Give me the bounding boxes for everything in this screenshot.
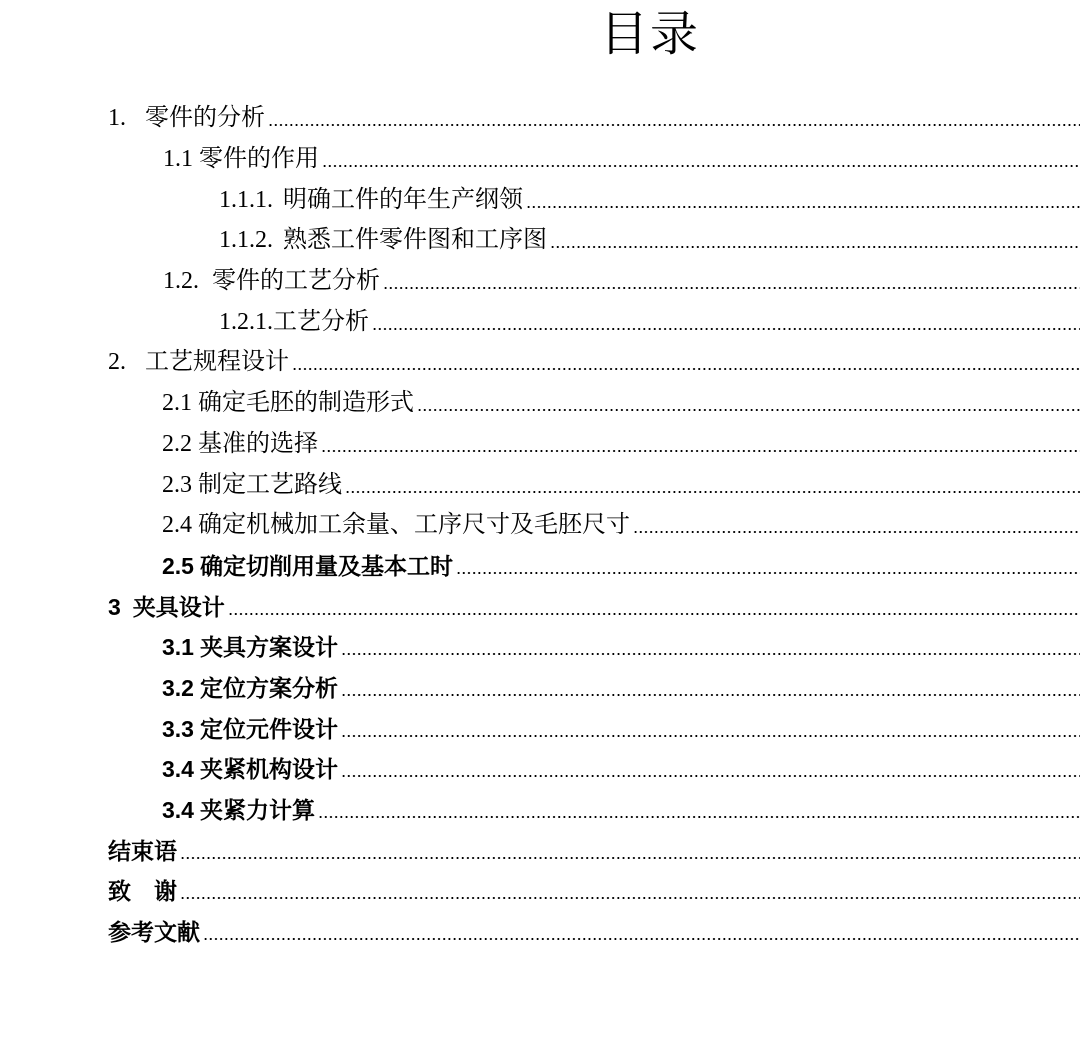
dot-leader [341,735,1080,737]
toc-entry-title: 制定工艺路线 [198,471,342,498]
dot-leader [341,775,1080,777]
toc-entry-title: 夹紧机构设计 [199,756,338,783]
table-of-contents [0,98,1080,952]
toc-entry[interactable] [0,912,1080,953]
toc-entry[interactable] [0,790,1080,831]
toc-entry-title: 工艺规程设计 [145,349,289,376]
toc-entry[interactable] [0,708,1080,749]
toc-entry-label [108,98,265,138]
toc-entry[interactable] [0,749,1080,790]
toc-entry[interactable] [0,627,1080,668]
toc-entry[interactable] [0,505,1080,546]
toc-entry-number: 3.4 [162,756,194,783]
toc-entry-title: 工艺分析 [273,308,369,335]
toc-entry-number: 3.2 [162,674,194,701]
toc-entry-label [219,220,547,260]
toc-entry-label [162,546,453,586]
toc-entry-label [163,139,319,179]
toc-entry-number: 3 [108,593,121,620]
toc-entry-number: 2.4 [162,512,192,539]
toc-entry-title: 零件的工艺分析 [212,268,380,295]
dot-leader [550,246,1080,248]
toc-entry-number: 2. [108,349,126,376]
toc-entry-number: 1.2. [163,268,199,295]
toc-entry-number: 2.1 [162,390,192,417]
toc-entry-label [162,465,342,505]
dot-leader [526,206,1080,208]
toc-entry-title: 零件的作用 [199,146,319,173]
toc-entry-number: 3.4 [162,797,194,824]
toc-entry[interactable] [0,424,1080,465]
toc-entry[interactable] [0,586,1080,627]
toc-entry-label [162,709,338,749]
toc-entry[interactable] [0,668,1080,709]
page-title: 目录 [599,6,700,62]
toc-entry-number: 2.3 [162,471,192,498]
toc-entry-label [162,627,338,667]
toc-entry-title: 结束语 [108,837,177,864]
dot-leader [292,368,1080,370]
toc-entry[interactable] [0,98,1080,139]
toc-entry[interactable] [0,383,1080,424]
toc-entry-number: 1.1.2. [219,227,273,254]
toc-entry-number: 3.1 [162,634,194,661]
dot-leader [383,287,1080,289]
toc-entry-title: 明确工件的年生产纲领 [283,186,523,213]
dot-leader [318,816,1080,818]
dot-leader [372,328,1080,330]
toc-entry[interactable] [0,871,1080,912]
toc-entry-number: 1.2.1. [219,308,273,335]
toc-entry-number: 1.1 [163,146,193,173]
toc-entry-title: 定位元件设计 [199,715,338,742]
dot-leader [180,897,1080,899]
toc-entry[interactable] [0,301,1080,342]
toc-entry-title: 基准的选择 [198,430,318,457]
toc-entry-title: 致 谢 [108,878,177,905]
toc-entry[interactable] [0,342,1080,383]
toc-entry-label [162,424,318,464]
toc-entry[interactable] [0,464,1080,505]
toc-entry[interactable] [0,546,1080,587]
toc-entry-title: 夹紧力计算 [199,797,315,824]
toc-entry-number: 3.3 [162,715,194,742]
toc-entry-title: 熟悉工件零件图和工序图 [283,227,547,254]
toc-entry-label [162,505,630,545]
dot-leader [341,653,1080,655]
toc-entry-title: 定位方案分析 [199,674,338,701]
toc-entry-label [162,668,338,708]
dot-leader [203,938,1080,940]
toc-entry[interactable] [0,139,1080,180]
toc-entry-label [162,790,315,830]
toc-entry-label [108,831,177,871]
toc-entry-number: 1.1.1. [219,186,273,213]
toc-entry[interactable] [0,830,1080,871]
toc-entry[interactable] [0,179,1080,220]
dot-leader [633,531,1080,533]
toc-entry-label [163,261,380,301]
dot-leader [180,857,1080,859]
toc-entry-label [108,587,225,627]
toc-entry-title: 零件的分析 [145,105,265,132]
dot-leader [268,124,1080,126]
dot-leader [321,450,1080,452]
toc-entry-title: 夹具方案设计 [199,634,338,661]
toc-entry-title: 确定切削用量及基本工时 [199,552,453,579]
toc-entry-title: 参考文献 [108,919,200,946]
dot-leader [228,613,1080,615]
dot-leader [456,572,1080,574]
toc-entry[interactable] [0,261,1080,302]
toc-entry-number: 2.5 [162,552,194,579]
dot-leader [341,694,1080,696]
toc-entry-number: 1. [108,105,126,132]
toc-entry[interactable] [0,220,1080,261]
toc-entry-label [162,749,338,789]
toc-entry-title: 确定机械加工余量、工序尺寸及毛胚尺寸 [198,512,630,539]
toc-entry-label [108,912,200,952]
toc-entry-label [108,342,289,382]
toc-entry-label [108,871,177,911]
dot-leader [345,491,1080,493]
toc-entry-label [219,302,369,342]
toc-entry-title: 夹具设计 [132,593,225,620]
dot-leader [417,409,1080,411]
toc-entry-title: 确定毛胚的制造形式 [198,390,414,417]
toc-entry-number: 2.2 [162,430,192,457]
toc-entry-label [219,180,523,220]
toc-entry-label [162,383,414,423]
dot-leader [322,165,1080,167]
